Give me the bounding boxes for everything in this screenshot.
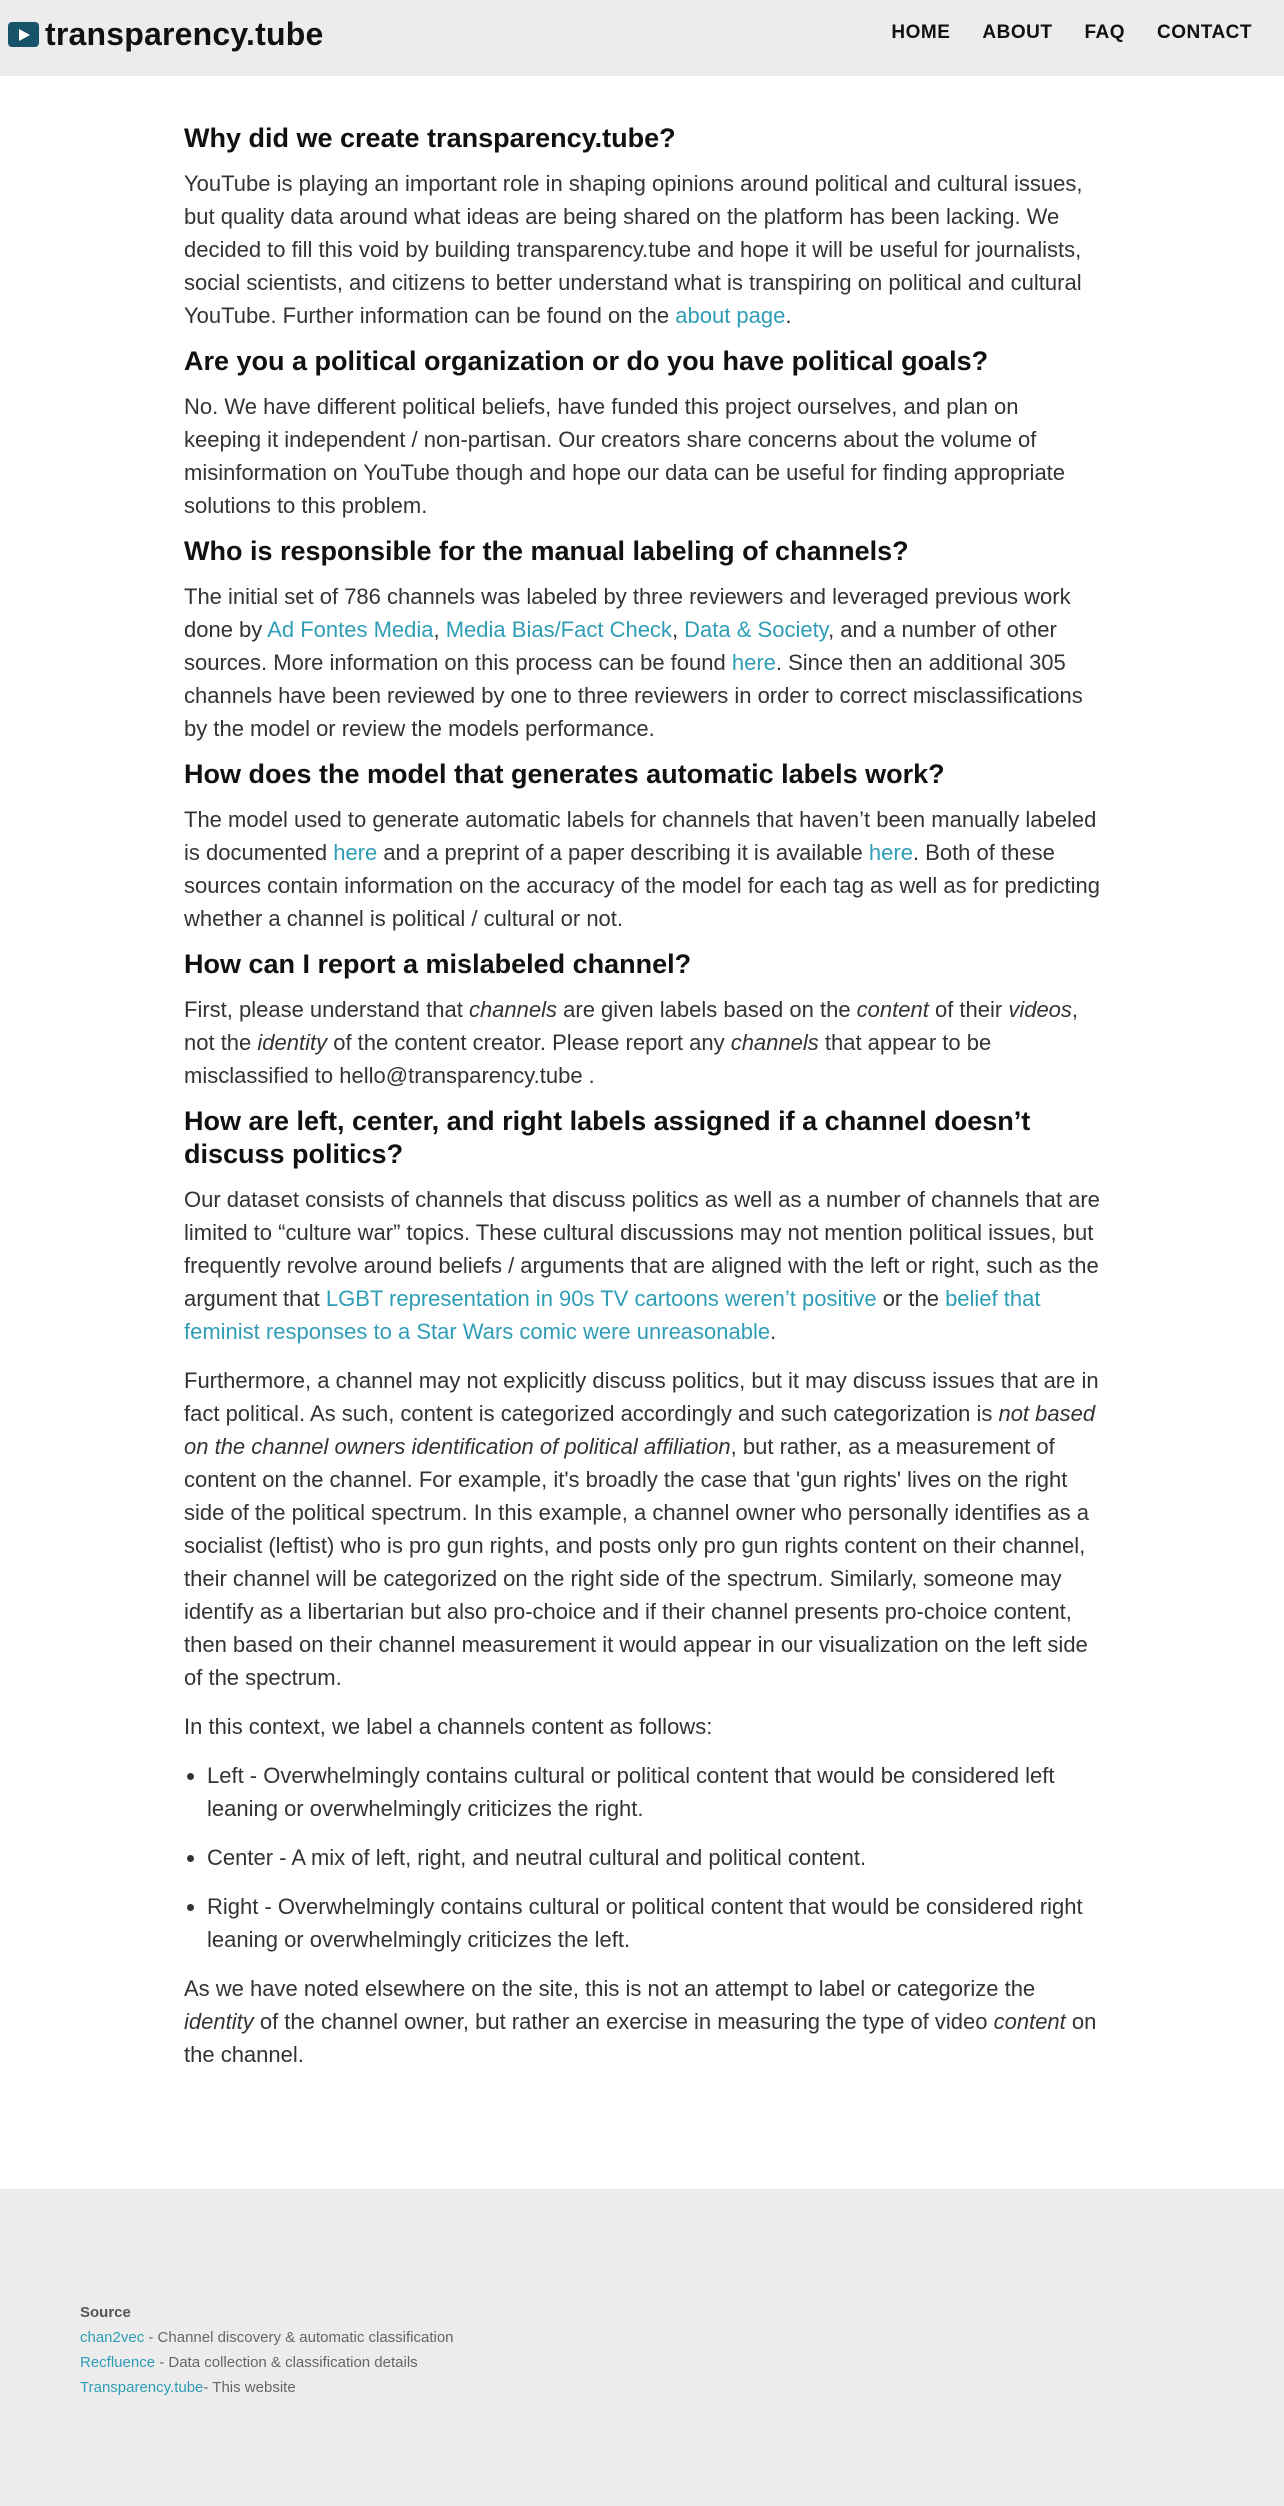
- list-item-right: • Right - Overwhelmingly contains cultural or political content that would be considered right leaning or overwhelmingly criticizes the left.: [207, 1890, 1100, 1956]
- faq-answer: [184, 1183, 1100, 1348]
- source-description: - Data collection & classification details: [155, 2354, 418, 2371]
- answer-text: As we have noted elsewhere on the site, this is not an attempt to label or categorize the: [184, 1976, 1036, 2001]
- answer-text: , and a number of other sources. More information on this process can be found: [184, 617, 1057, 675]
- answer-text: .: [770, 1319, 777, 1344]
- emphasis-text: channels: [468, 997, 558, 1022]
- emphasis-text: content: [993, 2009, 1066, 2034]
- faq-question: How does the model that generates automatic labels work?: [184, 759, 945, 789]
- faq-section-political-goals: [184, 345, 1100, 522]
- answer-text: of their: [928, 997, 1009, 1022]
- faq-answer: [184, 803, 1100, 935]
- transparency-tube-link[interactable]: Transparency.tube: [80, 2379, 204, 2396]
- answer-text: ,: [433, 617, 446, 642]
- answer-text: First, please understand that: [184, 997, 469, 1022]
- data-society-link[interactable]: Data & Society: [684, 617, 829, 642]
- label-list: [184, 1759, 1100, 1956]
- faq-answer: [184, 167, 1100, 332]
- faq-content: [184, 122, 1100, 2084]
- answer-text: The initial set of 786 channels was labeled by three reviewers and leveraged previous work done by: [184, 584, 1071, 642]
- footer-title: Source: [80, 2304, 131, 2321]
- main-nav: [891, 22, 1284, 44]
- answer-text: are given labels based on the: [557, 997, 857, 1022]
- answer-text: Furthermore, a channel may not explicitly discuss politics, but it may discuss issues that are in fact political. As such, content is categorized accordingly and such categorization is: [184, 1368, 1099, 1426]
- emphasis-text: identity: [184, 2009, 254, 2034]
- logo-text[interactable]: transparency.tube: [45, 16, 324, 52]
- list-item-left: • Left - Overwhelmingly contains cultural or political content that would be considered left leaning or overwhelmingly criticizes the right.: [207, 1759, 1100, 1825]
- source-description: - Channel discovery & automatic classification: [144, 2329, 454, 2346]
- faq-question: How can I report a mislabeled channel?: [184, 949, 692, 979]
- nav-contact[interactable]: CONTACT: [1157, 22, 1252, 43]
- faq-answer: [184, 1364, 1100, 1694]
- answer-text: The model used to generate automatic labels for channels that haven’t been manually labeled is documented: [184, 807, 1097, 865]
- answer-text: that appear to be misclassified to hello@transparency.tube .: [184, 1030, 992, 1088]
- play-icon: [8, 22, 39, 47]
- answer-text: of the content creator. Please report any: [327, 1030, 731, 1055]
- faq-section-why: [184, 122, 1100, 332]
- main-content: [0, 76, 1284, 2189]
- faq-question: Why did we create transparency.tube?: [184, 123, 676, 153]
- site-logo[interactable]: [8, 16, 323, 53]
- answer-text: or the: [876, 1286, 946, 1311]
- answer-text: , not the: [184, 997, 1079, 1055]
- answer-text: Our dataset consists of channels that discuss politics as well as a number of channels that are limited to “culture war” topics. These cultural discussions may not mention political issues, but frequently revolve around beliefs / arguments that are aligned with the left or right, such as the argument that: [184, 1187, 1100, 1311]
- model-docs-link[interactable]: here: [333, 840, 378, 865]
- emphasis-text: not based on the channel owners identification of political affiliation: [184, 1401, 1096, 1459]
- faq-answer: [184, 1972, 1100, 2071]
- answer-text: , but rather, as a measurement of content on the channel. For example, it's broadly the case that 'gun rights' lives on the right side of the political spectrum. In this example, a channel owner who personally identifies as a socialist (leftist) who is pro gun rights, and posts only pro gun rights content on their channel, their channel will be categorized on the right side of the spectrum. Similarly, someone may identify as a libertarian but also pro-choice and if their channel presents pro-choice content, then based on their channel measurement it would appear in our visualization on the left side of the spectrum.: [184, 1434, 1089, 1690]
- nav-about[interactable]: ABOUT: [982, 22, 1053, 43]
- source-description: - This website: [203, 2379, 296, 2396]
- media-bias-link[interactable]: Media Bias/Fact Check: [445, 617, 672, 642]
- faq-question: How are left, center, and right labels assigned if a channel doesn’t discuss politics?: [184, 1106, 1031, 1169]
- faq-answer: [184, 580, 1100, 745]
- faq-section-labels: [184, 1105, 1100, 2071]
- faq-question: Who is responsible for the manual labeling of channels?: [184, 536, 909, 566]
- faq-answer: In this context, we label a channels content as follows:: [184, 1714, 713, 1739]
- lgbt-cartoons-link[interactable]: LGBT representation in 90s TV cartoons weren’t positive: [325, 1286, 877, 1311]
- about-page-link[interactable]: about page: [675, 303, 786, 328]
- emphasis-text: content: [856, 997, 929, 1022]
- source-item: [80, 2325, 454, 2350]
- nav-faq[interactable]: FAQ: [1084, 22, 1126, 43]
- preprint-link[interactable]: here: [868, 840, 913, 865]
- chan2vec-link[interactable]: chan2vec: [80, 2329, 145, 2346]
- labeling-process-link[interactable]: here: [731, 650, 776, 675]
- faq-section-model: [184, 758, 1100, 935]
- faq-section-report: [184, 948, 1100, 1092]
- faq-section-manual-labeling: [184, 535, 1100, 745]
- faq-question: Are you a political organization or do you have political goals?: [184, 346, 989, 376]
- answer-text: ,: [671, 617, 685, 642]
- source-list: [80, 2300, 454, 2400]
- answer-text: of the channel owner, but rather an exercise in measuring the type of video: [253, 2009, 994, 2034]
- site-header: [0, 0, 1284, 76]
- star-wars-comic-link[interactable]: belief that feminist responses to a Star Wars comic were unreasonable: [184, 1286, 1041, 1344]
- site-footer: [0, 2189, 1284, 2506]
- faq-answer: No. We have different political beliefs, have funded this project ourselves, and plan on keeping it independent / non-partisan. Our creators share concerns about the volume of misinformation on YouTube though and hope our data can be useful for finding appropriate solutions to this problem.: [184, 394, 1066, 518]
- list-item-center: • Center - A mix of left, right, and neutral cultural and political content.: [207, 1841, 1100, 1874]
- emphasis-text: identity: [257, 1030, 328, 1055]
- answer-text: .: [785, 303, 792, 328]
- nav-home[interactable]: HOME: [891, 22, 951, 43]
- source-item: [80, 2375, 454, 2400]
- answer-text: . Since then an additional 305 channels have been reviewed by one to three reviewers in order to correct misclassifications by the model or review the models performance.: [184, 650, 1083, 741]
- ad-fontes-link[interactable]: Ad Fontes Media: [267, 617, 434, 642]
- answer-text: . Both of these sources contain information on the accuracy of the model for each tag as well as for predicting whether a channel is political / cultural or not.: [184, 840, 1100, 931]
- answer-text: on the channel.: [184, 2009, 1097, 2067]
- source-item: [80, 2350, 454, 2375]
- answer-text: and a preprint of a paper describing it is available: [377, 840, 869, 865]
- emphasis-text: channels: [730, 1030, 819, 1055]
- faq-answer: [184, 993, 1100, 1092]
- emphasis-text: videos: [1008, 997, 1072, 1022]
- answer-text: YouTube is playing an important role in shaping opinions around political and cultural issues, but quality data around what ideas are being shared on the platform has been lacking. We decided to fill this void by building transparency.tube and hope it will be useful for journalists, social scientists, and citizens to better understand what is transpiring on political and cultural YouTube. Further information can be found on the: [184, 171, 1083, 328]
- recfluence-link[interactable]: Recfluence: [80, 2354, 156, 2371]
